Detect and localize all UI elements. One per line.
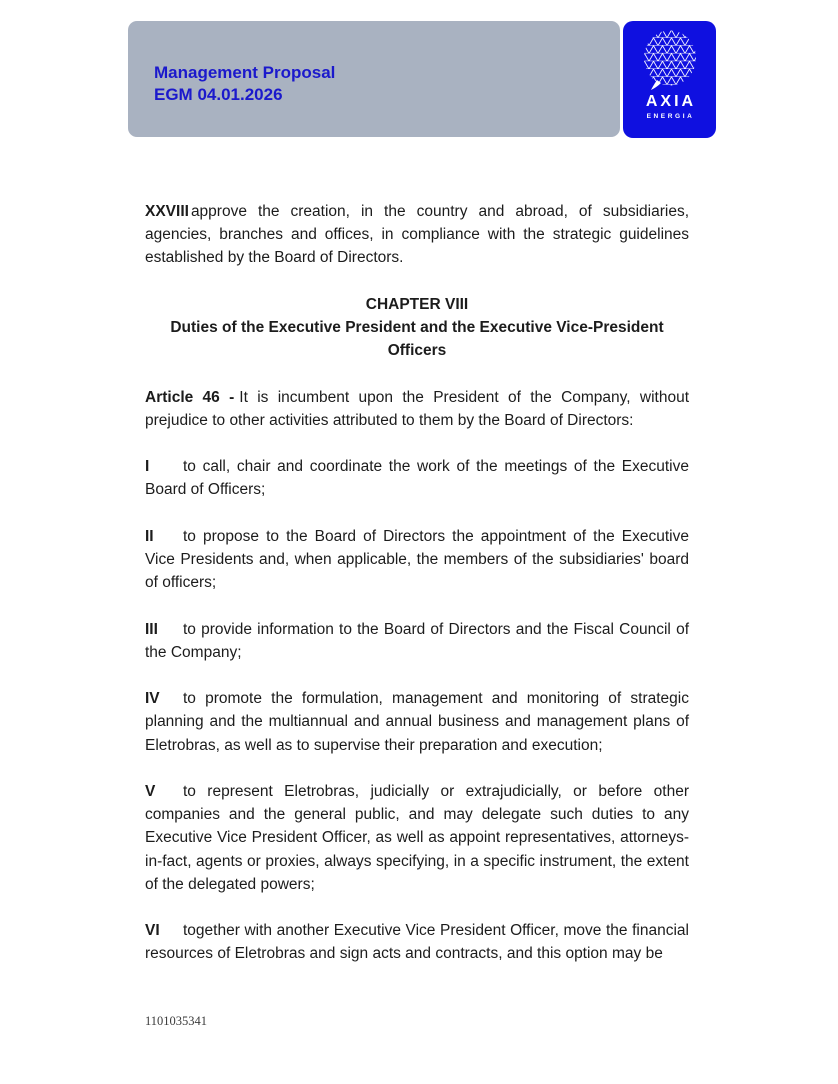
clause-numeral: I bbox=[145, 458, 150, 476]
clause-numeral: VI bbox=[145, 922, 160, 940]
article-text: It is incumbent upon the President of the Company, without prejudice to other activities attributed to them by the Board of Directors: bbox=[145, 388, 689, 429]
clause-text: to represent Eletrobras, judicially or extrajudicially, or before other companies and the general public, and may delegate such duties to any Executive Vice President Officer, as well as appoint representatives, attorneys-in-fact, agents or proxies, always specifying, in a specific instrument, the extent of the delegated powers; bbox=[145, 782, 689, 893]
clause-vi bbox=[145, 919, 689, 965]
clause-iv bbox=[145, 687, 689, 757]
clause-text: together with another Executive Vice President Officer, move the financial resources of Eletrobras and sign acts and contracts, and this option may be bbox=[145, 922, 689, 963]
article-label: Article 46 - bbox=[145, 388, 235, 406]
banner-subtitle: EGM 04.01.2026 bbox=[154, 85, 283, 104]
geodesic-sphere-icon bbox=[640, 30, 700, 92]
clause-text: to promote the formulation, management and monitoring of strategic planning and the multiannual and annual business and management plans of Eletrobras, as well as to supervise their preparation and execution; bbox=[145, 690, 689, 754]
chapter-heading bbox=[145, 293, 689, 363]
banner-title: Management Proposal bbox=[154, 63, 336, 82]
clause-ii bbox=[145, 525, 689, 595]
document-body bbox=[145, 200, 689, 989]
clause-text: approve the creation, in the country and abroad, of subsidiaries, agencies, branches and offices, in compliance with the strategic guidelines established by the Board of Directors. bbox=[145, 203, 689, 267]
clause-label: XXVIII bbox=[145, 203, 189, 220]
clause-numeral: V bbox=[145, 782, 156, 800]
brand-subtext: ENERGIA bbox=[646, 113, 695, 120]
article-46 bbox=[145, 386, 689, 432]
clause-text: to provide information to the Board of Directors and the Fiscal Council of the Company; bbox=[145, 620, 689, 661]
clause-numeral: IV bbox=[145, 690, 160, 708]
chapter-title-line2: Officers bbox=[387, 342, 447, 360]
clause-i bbox=[145, 455, 689, 501]
document-number: 1101035341 bbox=[145, 1014, 208, 1028]
clause-text: to propose to the Board of Directors the appointment of the Executive Vice Presidents and, when applicable, the members of the subsidiaries' board of officers; bbox=[145, 527, 689, 592]
clause-text: to call, chair and coordinate the work of the meetings of the Executive Board of Officers; bbox=[145, 458, 689, 499]
clause-numeral: II bbox=[145, 527, 154, 545]
company-logo bbox=[623, 21, 716, 138]
clause-numeral: III bbox=[145, 620, 158, 638]
header-banner bbox=[128, 21, 620, 137]
chapter-number: CHAPTER VIII bbox=[365, 295, 469, 313]
brand-wordmark: AXIA bbox=[645, 93, 697, 110]
clause-v bbox=[145, 780, 689, 896]
clause-xxviii bbox=[145, 200, 689, 270]
clause-iii bbox=[145, 618, 689, 664]
chapter-title-line1: Duties of the Executive President and the Executive Vice-President bbox=[170, 319, 664, 336]
